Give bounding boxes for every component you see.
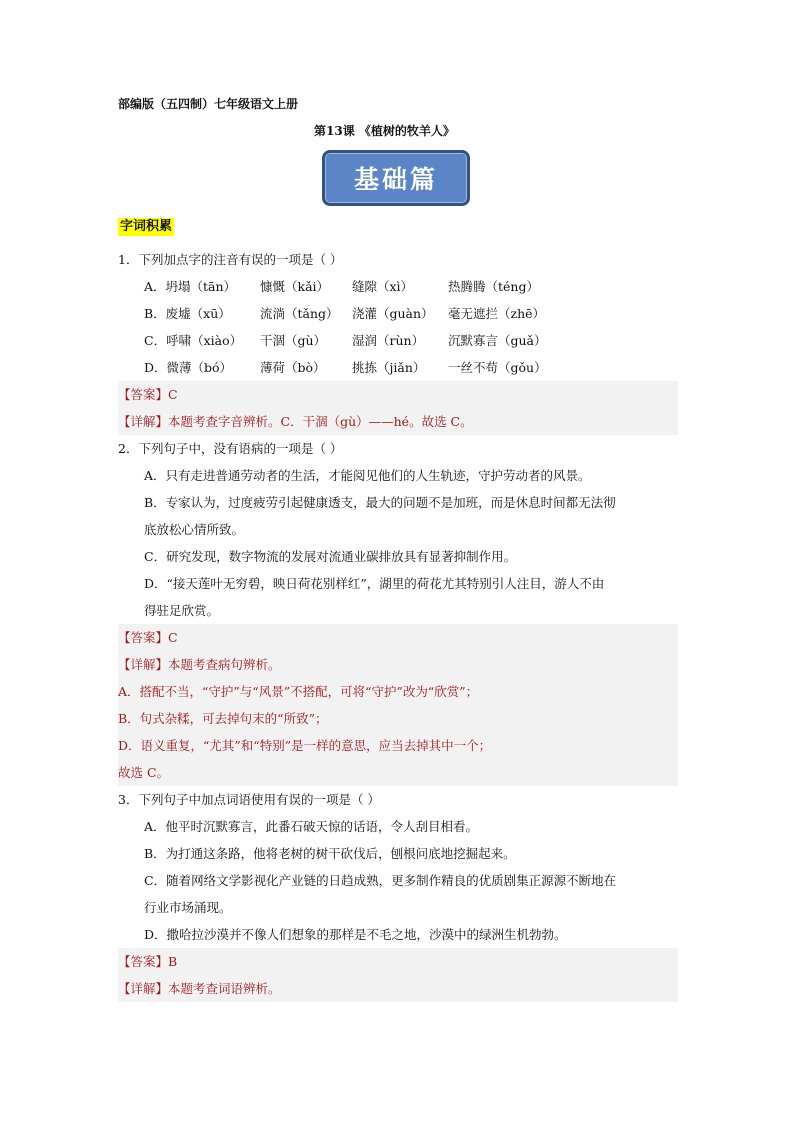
question-2-option-c: C．研究发现，数字物流的发展对流通业碳排放具有显著抑制作用。: [144, 549, 517, 564]
question-1-option-b: B．废墟（xū） 流淌（tǎng） 浇灌（guàn） 毫无遮拦（zhē）: [144, 306, 546, 321]
section-heading: 字词积累: [120, 219, 173, 234]
question-3-option-d: D．撒哈拉沙漠并不像人们想象的那样是不毛之地，沙漠中的绿洲生机勃勃。: [144, 927, 567, 942]
question-3-detail: 【详解】本题考查词语辨析。: [118, 975, 678, 1002]
question-2-detail-b: B．句式杂糅，可去掉句末的“所致”；: [118, 705, 678, 732]
question-2-detail-a: A．搭配不当，“守护”与“风景”不搭配，可将“守护”改为“欣赏”；: [118, 678, 678, 705]
lesson-title: 第13课 《植树的牧羊人》: [314, 124, 455, 138]
question-3-option-c: C．随着网络文学影视化产业链的日趋成熟，更多制作精良的优质剧集正源源不断地在: [144, 873, 617, 888]
question-2-option-d-cont: 得驻足欣赏。: [144, 603, 220, 618]
question-3-stem: 3．下列句子中加点词语使用有误的一项是（ ）: [118, 792, 380, 807]
question-2-detail-d: D．语义重复，“尤其”和“特别”是一样的意思，应当去掉其中一个；: [118, 732, 678, 759]
question-1-answer: 【答案】C: [118, 381, 678, 408]
question-1-detail: 【详解】本题考查字音辨析。C．干涸（gù）——hé。故选 C。: [118, 408, 678, 435]
question-2-answer: 【答案】C: [118, 624, 678, 651]
question-1-option-d: D．微薄（bó） 薄荷（bò） 挑拣（jiǎn） 一丝不苟（gǒu）: [144, 360, 547, 375]
question-3-option-b: B．为打通这条路，他将老树的树干砍伐后，刨根问底地挖掘起来。: [144, 846, 516, 861]
section-badge: 基础篇: [322, 150, 470, 206]
question-1-option-c: C．呼啸（xiào） 干涸（gù） 湿润（rùn） 沉默寡言（guǎ）: [144, 333, 547, 348]
question-3-answer: 【答案】B: [118, 948, 678, 975]
question-2-option-b-cont: 底放松心情所致。: [144, 522, 245, 537]
question-2-option-a: A．只有走进普通劳动者的生活，才能阅见他们的人生轨迹，守护劳动者的风景。: [144, 468, 591, 483]
question-1-option-a: A．坍塌（tān） 慷慨（kǎi） 缝隙（xì） 热腾腾（téng）: [144, 279, 539, 294]
question-2-option-b: B．专家认为，过度疲劳引起健康透支，最大的问题不是加班，而是休息时间都无法彻: [144, 495, 616, 510]
book-title: 部编版（五四制）七年级语文上册: [118, 97, 299, 111]
question-2-detail: 【详解】本题考查病句辨析。: [118, 651, 678, 678]
question-2-stem: 2．下列句子中，没有语病的一项是（ ）: [118, 441, 343, 456]
question-list: [118, 246, 678, 1002]
question-2-detail-conclusion: 故选 C。: [118, 759, 678, 786]
question-3-option-a: A．他平时沉默寡言，此番石破天惊的话语，令人刮目相看。: [144, 819, 479, 834]
question-1-stem: 1．下列加点字的注音有误的一项是（ ）: [118, 252, 343, 267]
question-3-option-c-cont: 行业市场涌现。: [144, 900, 232, 915]
question-2-option-d: D．“接天莲叶无穷碧，映日荷花别样红”，湖里的荷花尤其特别引人注目，游人不由: [144, 576, 605, 591]
